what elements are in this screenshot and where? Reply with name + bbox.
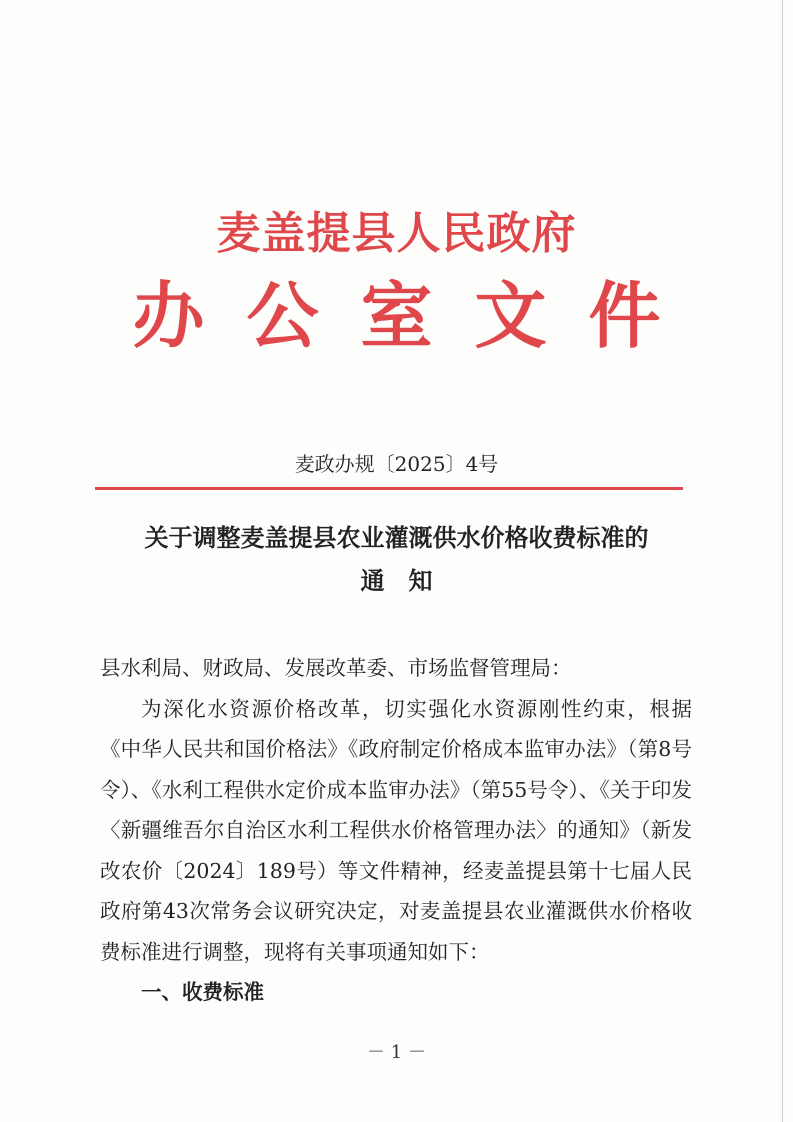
document-body [100, 648, 692, 1013]
document-title-line1: 关于调整麦盖提县农业灌溉供水价格收费标准的 [144, 523, 649, 552]
document-type-header: 办公室文件 [132, 273, 703, 358]
recipients-line: 县水利局、财政局、发展改革委、市场监督管理局： [100, 656, 572, 680]
scan-edge-line [782, 0, 783, 1122]
body-paragraph: 为深化水资源价格改革，切实强化水资源刚性约束，根据《中华人民共和国价格法》《政府制定价格成本监审办法》（第8号令）、《水利工程供水定价成本监审办法》（第55号令）、《关于印发〈新疆维吾尔自治区水利工程供水价格管理办法〉的通知》（新发改农价〔2024〕189号）等文件精神，经麦盖提县第十七届人民政府第43次常务会议研究决定，对麦盖提县农业灌溉供水价格收费标准进行调整，现将有关事项通知如下： [100, 696, 692, 964]
red-separator-line [95, 487, 683, 490]
document-number: 麦政办规〔2025〕4号 [294, 452, 499, 476]
document-title-line2: 通知 [360, 566, 457, 595]
issuing-org-header: 麦盖提县人民政府 [216, 208, 577, 259]
page-number: － 1 － [367, 1042, 426, 1063]
section-heading: 一、收费标准 [141, 980, 264, 1004]
